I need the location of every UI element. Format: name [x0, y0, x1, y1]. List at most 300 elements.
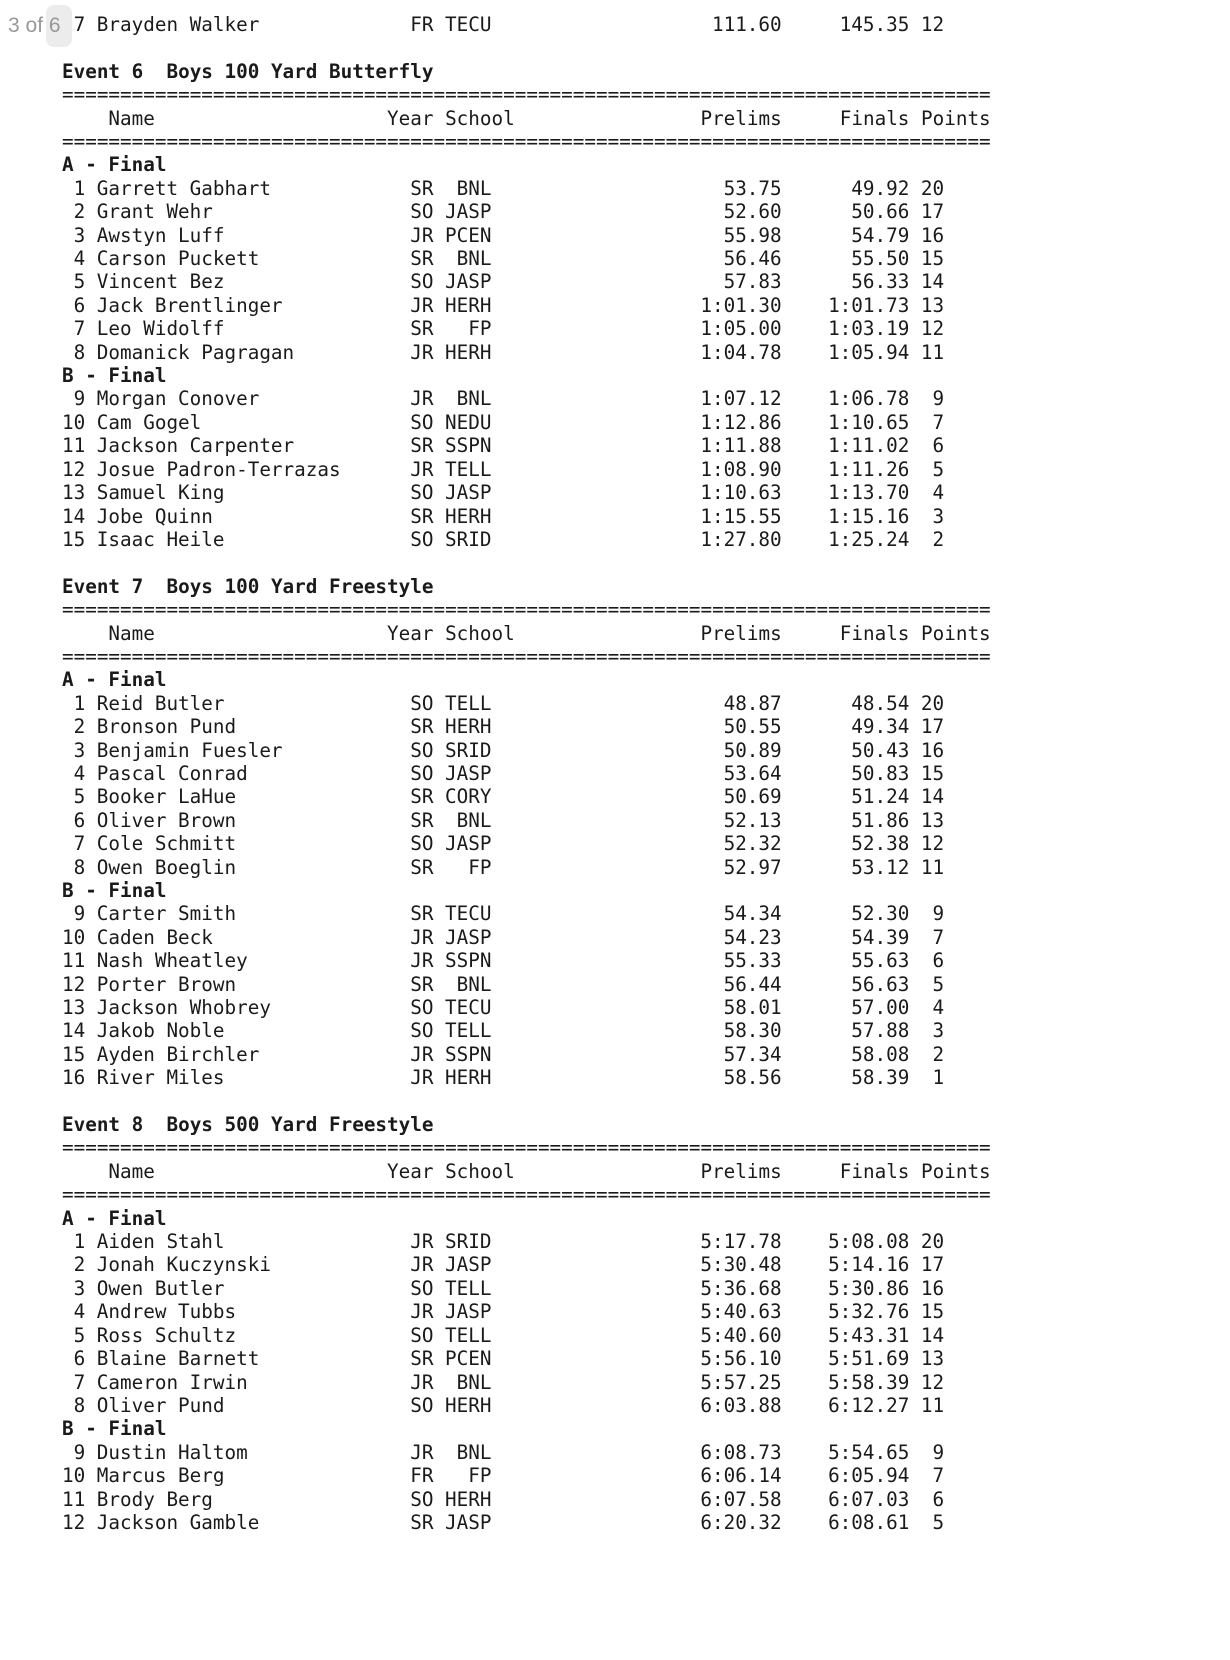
points-cell: 2 — [932, 527, 945, 551]
school-cell: BNL — [456, 176, 492, 200]
swimmer-name-cell: Blaine Barnett — [96, 1347, 260, 1371]
rank-cell: 8 — [73, 1393, 86, 1417]
finals-time-cell: 1:11.02 — [828, 434, 910, 458]
spacer — [85, 1043, 97, 1066]
year-cell: SO — [410, 761, 434, 785]
swimmer-name-cell: Domanick Pagragan — [96, 340, 295, 364]
table-ruler: ================================================================================ — [62, 83, 991, 107]
table-header-row: Name Year School Prelims Finals Points — [62, 1159, 991, 1183]
finals-time-cell: 56.33 — [851, 270, 910, 294]
result-row — [62, 1371, 1002, 1394]
prelims-time-cell: 1:05.00 — [700, 317, 782, 341]
result-row — [62, 434, 1002, 457]
swimmer-name-cell: River Miles — [96, 1066, 225, 1090]
finals-time-cell: 1:05.94 — [828, 340, 910, 364]
swimmer-name-cell: Samuel King — [96, 481, 225, 505]
swimmer-name-cell: Marcus Berg — [96, 1464, 225, 1488]
rank-cell: 14 — [62, 1019, 86, 1043]
rank-cell: 12 — [62, 457, 86, 481]
rank-cell: 2 — [73, 1253, 86, 1277]
table-header-row: Name Year School Prelims Finals Points — [62, 621, 991, 645]
finals-time-cell: 6:05.94 — [828, 1464, 910, 1488]
year-cell: FR — [410, 13, 434, 36]
spacer — [85, 973, 97, 996]
rank-cell: 10 — [62, 925, 86, 949]
school-cell: CORY — [445, 785, 492, 809]
finals-time-cell: 1:13.70 — [828, 481, 910, 505]
result-row — [62, 715, 1002, 738]
points-cell: 11 — [920, 340, 945, 364]
spacer — [85, 411, 97, 434]
result-row — [62, 387, 1002, 410]
year-cell: SR — [410, 176, 434, 200]
event-title: Event 6 Boys 100 Yard Butterfly — [62, 59, 434, 83]
rank-cell: 2 — [73, 200, 86, 224]
year-cell: SR — [410, 434, 434, 458]
school-cell: TELL — [445, 457, 492, 481]
swimmer-name-cell: Caden Beck — [96, 925, 213, 949]
points-cell: 5 — [932, 457, 945, 481]
rank-cell: 5 — [73, 1323, 86, 1347]
swimmer-name-cell: Cam Gogel — [96, 410, 202, 434]
finals-time-cell: 53.12 — [851, 855, 910, 879]
points-cell: 5 — [932, 972, 945, 996]
finals-time-cell: 50.43 — [851, 738, 910, 762]
spacer — [85, 247, 97, 270]
result-row — [62, 458, 1002, 481]
prelims-time-cell: 54.23 — [723, 925, 782, 949]
prelims-time-cell: 57.83 — [723, 270, 782, 294]
result-row — [62, 177, 1002, 200]
rank-cell: 9 — [73, 1440, 86, 1464]
swimmer-name-cell: Grant Wehr — [96, 200, 213, 224]
table-ruler: ================================================================================ — [62, 598, 991, 622]
swimmer-name-cell: Aiden Stahl — [96, 1230, 225, 1254]
year-cell: SR — [410, 785, 434, 809]
finals-time-cell: 58.08 — [851, 1042, 910, 1066]
prelims-time-cell: 1:11.88 — [700, 434, 782, 458]
year-cell: SO — [410, 1276, 434, 1300]
school-cell: JASP — [445, 1300, 492, 1324]
school-cell: SSPN — [445, 949, 492, 973]
prelims-time-cell: 54.34 — [723, 902, 782, 926]
swimmer-name-cell: Jobe Quinn — [96, 504, 213, 528]
result-row — [62, 247, 1002, 270]
spacer — [85, 1253, 97, 1276]
rank-cell: 12 — [62, 1510, 86, 1534]
spacer — [85, 1488, 97, 1511]
spacer — [85, 317, 97, 340]
points-cell: 12 — [920, 1370, 945, 1394]
finals-time-cell: 50.66 — [851, 200, 910, 224]
swimmer-name-cell: Booker LaHue — [96, 785, 237, 809]
prelims-time-cell: 5:57.25 — [700, 1370, 782, 1394]
school-cell: JASP — [445, 925, 492, 949]
result-row — [62, 1277, 1002, 1300]
year-cell: JR — [410, 1300, 434, 1324]
rank-cell: 3 — [73, 1276, 86, 1300]
spacer — [85, 1300, 97, 1323]
rank-cell: 9 — [73, 902, 86, 926]
points-cell: 3 — [932, 1019, 945, 1043]
year-cell: SO — [410, 1487, 434, 1511]
finals-time-cell: 50.83 — [851, 761, 910, 785]
result-row — [62, 1441, 1002, 1464]
rank-cell: 7 — [73, 1370, 86, 1394]
swimmer-name-cell: Ayden Birchler — [96, 1042, 260, 1066]
rank-cell: 6 — [73, 808, 86, 832]
result-row — [62, 1253, 1002, 1276]
school-cell: HERH — [445, 504, 492, 528]
page-indicator: 3 of 6 — [8, 14, 61, 37]
finals-time-cell: 1:03.19 — [828, 317, 910, 341]
finals-time-cell: 55.50 — [851, 247, 910, 271]
rank-cell: 4 — [73, 761, 86, 785]
swimmer-name-cell: Leo Widolff — [96, 317, 225, 341]
year-cell: SO — [410, 996, 434, 1020]
table-header-row: Name Year School Prelims Finals Points — [62, 106, 991, 130]
points-cell: 15 — [920, 247, 945, 271]
prelims-time-cell: 6:07.58 — [700, 1487, 782, 1511]
swimmer-name-cell: Pascal Conrad — [96, 761, 248, 785]
spacer — [85, 224, 97, 247]
result-row — [62, 317, 1002, 340]
finals-time-cell: 54.39 — [851, 925, 910, 949]
year-cell: JR — [410, 293, 434, 317]
results-document — [62, 13, 1002, 1534]
spacer — [85, 341, 97, 364]
swimmer-name-cell: Vincent Bez — [96, 270, 225, 294]
spacer — [85, 856, 97, 879]
points-cell: 11 — [920, 1393, 945, 1417]
result-row — [62, 1230, 1002, 1253]
year-cell: SR — [410, 1347, 434, 1371]
result-row — [62, 481, 1002, 504]
swimmer-name-cell: Benjamin Fuesler — [96, 738, 283, 762]
rank-cell: 12 — [62, 972, 86, 996]
spacer — [85, 785, 97, 808]
prelims-time-cell: 58.01 — [723, 996, 782, 1020]
prelims-time-cell: 55.98 — [723, 223, 782, 247]
result-row — [62, 926, 1002, 949]
rank-cell: 16 — [62, 1066, 86, 1090]
points-cell: 17 — [920, 1253, 945, 1277]
result-row — [62, 341, 1002, 364]
finals-time-cell: 49.92 — [851, 176, 910, 200]
prelims-time-cell: 50.69 — [723, 785, 782, 809]
school-cell: BNL — [456, 247, 492, 271]
rank-cell: 1 — [73, 691, 86, 715]
year-cell: JR — [410, 949, 434, 973]
school-cell: HERH — [445, 1066, 492, 1090]
points-cell: 13 — [920, 293, 945, 317]
spacer — [85, 387, 97, 410]
points-cell: 20 — [920, 691, 945, 715]
rank-cell: 5 — [73, 785, 86, 809]
result-row — [62, 1511, 1002, 1534]
swimmer-name-cell: Jackson Gamble — [96, 1510, 260, 1534]
results-list-b-final — [62, 387, 1002, 551]
year-cell: JR — [410, 457, 434, 481]
school-cell: SRID — [445, 1230, 492, 1254]
prelims-time-cell: 1:01.30 — [700, 293, 782, 317]
school-cell: SRID — [445, 738, 492, 762]
year-cell: JR — [410, 1440, 434, 1464]
school-cell: TECU — [445, 902, 492, 926]
points-cell: 6 — [932, 434, 945, 458]
rank-cell: 15 — [62, 527, 86, 551]
result-row — [62, 785, 1002, 808]
prelims-time-cell: 5:56.10 — [700, 1347, 782, 1371]
result-row — [62, 762, 1002, 785]
results-list-a-final — [62, 1230, 1002, 1417]
school-cell: JASP — [445, 832, 492, 856]
rank-cell: 5 — [73, 270, 86, 294]
school-cell: JASP — [445, 1253, 492, 1277]
prelims-time-cell: 5:17.78 — [700, 1230, 782, 1254]
finals-time-cell: 1:10.65 — [828, 410, 910, 434]
prelims-time-cell: 6:20.32 — [700, 1510, 782, 1534]
result-row — [62, 832, 1002, 855]
swimmer-name-cell: Cole Schmitt — [96, 832, 237, 856]
prelims-time-cell: 5:30.48 — [700, 1253, 782, 1277]
spacer — [85, 1347, 97, 1370]
spacer — [85, 13, 97, 36]
rank-cell: 1 — [73, 1230, 86, 1254]
rank-cell: 1 — [73, 176, 86, 200]
finals-time-cell: 54.79 — [851, 223, 910, 247]
school-cell: HERH — [445, 1393, 492, 1417]
swimmer-name-cell: Jack Brentlinger — [96, 293, 283, 317]
swimmer-name-cell: Brayden Walker — [96, 13, 260, 36]
rank-cell: 3 — [73, 738, 86, 762]
points-cell: 16 — [920, 738, 945, 762]
event-title: Event 7 Boys 100 Yard Freestyle — [62, 574, 434, 598]
spacer — [85, 1066, 97, 1089]
school-cell: FP — [468, 1464, 492, 1488]
spacer — [85, 528, 97, 551]
finals-time-cell: 6:07.03 — [828, 1487, 910, 1511]
points-cell: 16 — [920, 1276, 945, 1300]
spacer — [85, 739, 97, 762]
year-cell: JR — [410, 1042, 434, 1066]
points-cell: 15 — [920, 761, 945, 785]
spacer — [85, 715, 97, 738]
swimmer-name-cell: Brody Berg — [96, 1487, 213, 1511]
prelims-time-cell: 1:08.90 — [700, 457, 782, 481]
rank-cell: 9 — [73, 387, 86, 411]
school-cell: HERH — [445, 340, 492, 364]
year-cell: SR — [410, 902, 434, 926]
year-cell: JR — [410, 925, 434, 949]
result-row — [62, 1347, 1002, 1370]
event-block-6 — [62, 60, 1002, 552]
school-cell: JASP — [445, 761, 492, 785]
school-cell: FP — [468, 855, 492, 879]
finals-time-cell: 5:08.08 — [828, 1230, 910, 1254]
year-cell: JR — [410, 340, 434, 364]
event-block-7 — [62, 575, 1002, 1090]
points-cell: 16 — [920, 223, 945, 247]
year-cell: SO — [410, 410, 434, 434]
swimmer-name-cell: Dustin Haltom — [96, 1440, 248, 1464]
rank-cell: 14 — [62, 504, 86, 528]
year-cell: SO — [410, 832, 434, 856]
year-cell: JR — [410, 223, 434, 247]
result-row — [62, 528, 1002, 551]
year-cell: JR — [410, 387, 434, 411]
prelims-time-cell: 58.30 — [723, 1019, 782, 1043]
spacer — [85, 200, 97, 223]
points-cell: 6 — [932, 1487, 945, 1511]
school-cell: SSPN — [445, 1042, 492, 1066]
result-row — [62, 270, 1002, 293]
finals-time-cell: 55.63 — [851, 949, 910, 973]
section-label-b-final: B - Final — [62, 364, 167, 388]
swimmer-name-cell: Nash Wheatley — [96, 949, 248, 973]
prelims-time-cell: 5:40.60 — [700, 1323, 782, 1347]
points-cell: 7 — [932, 925, 945, 949]
points-cell: 2 — [932, 1042, 945, 1066]
swimmer-name-cell: Oliver Brown — [96, 808, 237, 832]
result-row — [62, 809, 1002, 832]
table-ruler: ================================================================================ — [62, 644, 991, 668]
finals-time-cell: 48.54 — [851, 691, 910, 715]
prelims-time-cell: 6:03.88 — [700, 1393, 782, 1417]
result-row — [62, 902, 1002, 925]
points-cell: 3 — [932, 504, 945, 528]
points-cell: 9 — [932, 387, 945, 411]
school-cell: HERH — [445, 1487, 492, 1511]
prelims-time-cell: 6:08.73 — [700, 1440, 782, 1464]
spacer — [85, 926, 97, 949]
points-cell: 4 — [932, 996, 945, 1020]
prelims-time-cell: 53.64 — [723, 761, 782, 785]
school-cell: BNL — [456, 387, 492, 411]
year-cell: SO — [410, 691, 434, 715]
finals-time-cell: 5:58.39 — [828, 1370, 910, 1394]
year-cell: SO — [410, 481, 434, 505]
spacer — [85, 1394, 97, 1417]
points-cell: 14 — [920, 270, 945, 294]
result-row — [62, 1394, 1002, 1417]
prelims-time-cell: 50.89 — [723, 738, 782, 762]
points-cell: 7 — [932, 1464, 945, 1488]
school-cell: BNL — [456, 1370, 492, 1394]
finals-time-cell: 49.34 — [851, 715, 910, 739]
prelims-time-cell: 50.55 — [723, 715, 782, 739]
results-list-a-final — [62, 177, 1002, 364]
points-cell: 14 — [920, 1323, 945, 1347]
swimmer-name-cell: Josue Padron-Terrazas — [96, 457, 341, 481]
school-cell: HERH — [445, 293, 492, 317]
year-cell: SR — [410, 808, 434, 832]
finals-time-cell: 58.39 — [851, 1066, 910, 1090]
finals-time-cell: 5:14.16 — [828, 1253, 910, 1277]
rank-cell: 6 — [73, 293, 86, 317]
finals-time-cell: 5:54.65 — [828, 1440, 910, 1464]
spacer — [85, 1277, 97, 1300]
section-label-b-final: B - Final — [62, 879, 167, 902]
spacer — [85, 1230, 97, 1253]
swimmer-name-cell: Jackson Carpenter — [96, 434, 295, 458]
prelims-time-cell: 52.13 — [723, 808, 782, 832]
prelims-time-cell: 1:07.12 — [700, 387, 782, 411]
school-cell: TELL — [445, 1019, 492, 1043]
table-ruler: ================================================================================ — [62, 130, 991, 154]
prelims-time-cell: 57.34 — [723, 1042, 782, 1066]
prelims-time-cell: 52.60 — [723, 200, 782, 224]
spacer — [85, 832, 97, 855]
year-cell: SR — [410, 855, 434, 879]
finals-time-cell: 57.00 — [851, 996, 910, 1020]
prelims-time-cell: 55.33 — [723, 949, 782, 973]
finals-time-cell: 1:11.26 — [828, 457, 910, 481]
points-cell: 13 — [920, 1347, 945, 1371]
swimmer-name-cell: Andrew Tubbs — [96, 1300, 237, 1324]
spacer — [85, 294, 97, 317]
section-label-a-final: A - Final — [62, 668, 167, 692]
school-cell: BNL — [456, 972, 492, 996]
school-cell: FP — [468, 317, 492, 341]
finals-time-cell: 145.35 — [839, 13, 910, 36]
points-cell: 15 — [920, 1300, 945, 1324]
year-cell: SO — [410, 200, 434, 224]
year-cell: FR — [410, 1464, 434, 1488]
year-cell: SR — [410, 247, 434, 271]
points-cell: 12 — [920, 832, 945, 856]
spacer — [85, 692, 97, 715]
rank-cell: 3 — [73, 223, 86, 247]
year-cell: SO — [410, 1323, 434, 1347]
finals-time-cell: 1:06.78 — [828, 387, 910, 411]
swimmer-name-cell: Carson Puckett — [96, 247, 260, 271]
section-label-a-final: A - Final — [62, 1206, 167, 1230]
finals-time-cell: 5:30.86 — [828, 1276, 910, 1300]
result-row — [62, 1019, 1002, 1042]
event-title: Event 8 Boys 500 Yard Freestyle — [62, 1113, 434, 1137]
rank-cell: 4 — [73, 1300, 86, 1324]
section-label-a-final: A - Final — [62, 153, 167, 177]
rank-cell: 2 — [73, 715, 86, 739]
rank-cell: 7 — [73, 832, 86, 856]
swimmer-name-cell: Jackson Whobrey — [96, 996, 271, 1020]
rank-cell: 4 — [73, 247, 86, 271]
result-row — [62, 1066, 1002, 1089]
year-cell: SR — [410, 504, 434, 528]
school-cell: JASP — [445, 200, 492, 224]
finals-time-cell: 5:32.76 — [828, 1300, 910, 1324]
year-cell: JR — [410, 1066, 434, 1090]
rank-cell: 6 — [73, 1347, 86, 1371]
result-row — [62, 294, 1002, 317]
rank-cell: 13 — [62, 996, 86, 1020]
school-cell: TECU — [445, 13, 492, 36]
points-cell: 5 — [932, 1510, 945, 1534]
points-cell: 20 — [920, 1230, 945, 1254]
school-cell: BNL — [456, 1440, 492, 1464]
points-cell: 13 — [920, 808, 945, 832]
year-cell: SO — [410, 527, 434, 551]
table-ruler: ================================================================================ — [62, 1183, 991, 1207]
points-cell: 14 — [920, 785, 945, 809]
year-cell: JR — [410, 1370, 434, 1394]
result-row — [62, 1043, 1002, 1066]
school-cell: TELL — [445, 691, 492, 715]
prelims-time-cell: 5:36.68 — [700, 1276, 782, 1300]
spacer — [85, 458, 97, 481]
prelims-time-cell: 56.44 — [723, 972, 782, 996]
